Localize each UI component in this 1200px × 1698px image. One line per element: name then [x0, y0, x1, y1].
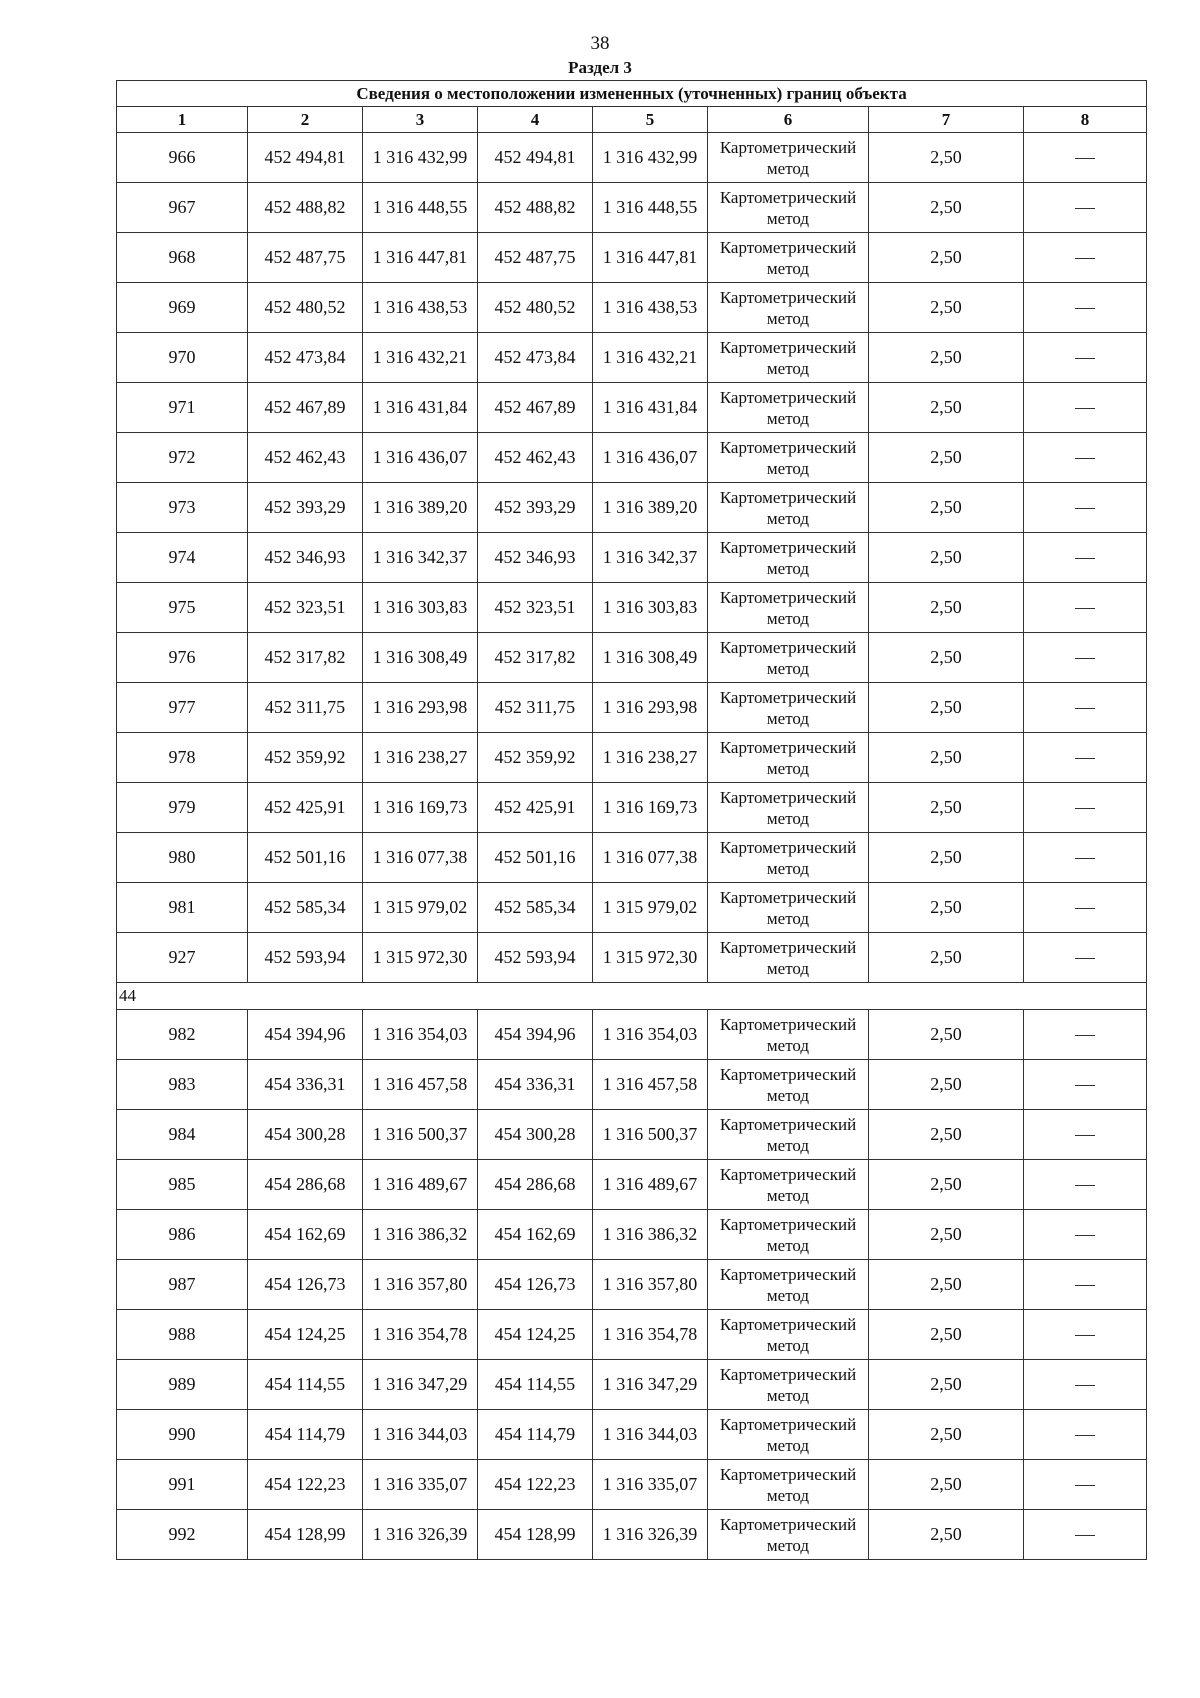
point-number-cell: 986 — [117, 1210, 248, 1260]
method-cell: Картометрический метод — [708, 483, 869, 533]
method-cell: Картометрический метод — [708, 1110, 869, 1160]
dash-mark — [1075, 1085, 1095, 1086]
point-number-cell: 985 — [117, 1160, 248, 1210]
table-row — [117, 583, 1147, 633]
table-row — [117, 1360, 1147, 1410]
accuracy-cell: 2,50 — [869, 533, 1024, 583]
accuracy-cell: 2,50 — [869, 783, 1024, 833]
y-old-cell: 1 316 432,21 — [363, 333, 478, 383]
description-cell — [1024, 1510, 1147, 1560]
x-old-cell: 452 593,94 — [248, 933, 363, 983]
method-cell: Картометрический метод — [708, 633, 869, 683]
table-row — [117, 383, 1147, 433]
accuracy-cell: 2,50 — [869, 183, 1024, 233]
x-old-cell: 454 394,96 — [248, 1010, 363, 1060]
column-header: 6 — [708, 107, 869, 133]
x-old-cell: 454 124,25 — [248, 1310, 363, 1360]
point-number-cell: 976 — [117, 633, 248, 683]
table-header-row — [117, 107, 1147, 133]
x-old-cell: 452 359,92 — [248, 733, 363, 783]
description-cell — [1024, 1160, 1147, 1210]
method-cell: Картометрический метод — [708, 783, 869, 833]
x-new-cell: 452 494,81 — [478, 133, 593, 183]
point-number-cell: 990 — [117, 1410, 248, 1460]
x-old-cell: 452 473,84 — [248, 333, 363, 383]
description-cell — [1024, 483, 1147, 533]
point-number-cell: 980 — [117, 833, 248, 883]
dash-mark — [1075, 1185, 1095, 1186]
method-cell: Картометрический метод — [708, 233, 869, 283]
description-cell — [1024, 183, 1147, 233]
x-new-cell: 454 124,25 — [478, 1310, 593, 1360]
y-new-cell: 1 316 389,20 — [593, 483, 708, 533]
description-cell — [1024, 633, 1147, 683]
x-old-cell: 452 393,29 — [248, 483, 363, 533]
column-header: 8 — [1024, 107, 1147, 133]
point-number-cell: 970 — [117, 333, 248, 383]
y-new-cell: 1 316 436,07 — [593, 433, 708, 483]
x-new-cell: 454 286,68 — [478, 1160, 593, 1210]
description-cell — [1024, 733, 1147, 783]
table-row — [117, 433, 1147, 483]
point-number-cell: 972 — [117, 433, 248, 483]
dash-mark — [1075, 908, 1095, 909]
y-old-cell: 1 316 342,37 — [363, 533, 478, 583]
method-cell: Картометрический метод — [708, 1210, 869, 1260]
x-new-cell: 452 501,16 — [478, 833, 593, 883]
x-new-cell: 452 393,29 — [478, 483, 593, 533]
description-cell — [1024, 883, 1147, 933]
x-old-cell: 454 122,23 — [248, 1460, 363, 1510]
accuracy-cell: 2,50 — [869, 1460, 1024, 1510]
table-caption: Сведения о местоположении измененных (уточненных) границ объекта — [117, 81, 1147, 107]
y-new-cell: 1 316 354,03 — [593, 1010, 708, 1060]
point-number-cell: 971 — [117, 383, 248, 433]
y-new-cell: 1 316 347,29 — [593, 1360, 708, 1410]
description-cell — [1024, 833, 1147, 883]
dash-mark — [1075, 458, 1095, 459]
method-cell: Картометрический метод — [708, 433, 869, 483]
method-cell: Картометрический метод — [708, 683, 869, 733]
method-cell: Картометрический метод — [708, 1510, 869, 1560]
y-old-cell: 1 316 238,27 — [363, 733, 478, 783]
y-old-cell: 1 316 500,37 — [363, 1110, 478, 1160]
point-number-cell: 987 — [117, 1260, 248, 1310]
dash-mark — [1075, 158, 1095, 159]
table-row — [117, 533, 1147, 583]
y-old-cell: 1 316 389,20 — [363, 483, 478, 533]
description-cell — [1024, 583, 1147, 633]
section-title: Раздел 3 — [568, 58, 632, 77]
method-cell: Картометрический метод — [708, 1310, 869, 1360]
point-number-cell: 975 — [117, 583, 248, 633]
dash-mark — [1075, 558, 1095, 559]
point-number-cell: 927 — [117, 933, 248, 983]
x-old-cell: 452 311,75 — [248, 683, 363, 733]
x-new-cell: 452 323,51 — [478, 583, 593, 633]
description-cell — [1024, 1060, 1147, 1110]
description-cell — [1024, 233, 1147, 283]
table-body — [117, 81, 1147, 1560]
point-number-cell: 992 — [117, 1510, 248, 1560]
x-old-cell: 454 162,69 — [248, 1210, 363, 1260]
table-row — [117, 1410, 1147, 1460]
table-row — [117, 1310, 1147, 1360]
column-header: 4 — [478, 107, 593, 133]
dash-mark — [1075, 1235, 1095, 1236]
description-cell — [1024, 683, 1147, 733]
method-cell: Картометрический метод — [708, 833, 869, 883]
method-cell: Картометрический метод — [708, 533, 869, 583]
table-row — [117, 1060, 1147, 1110]
point-number-cell: 991 — [117, 1460, 248, 1510]
description-cell — [1024, 1210, 1147, 1260]
dash-mark — [1075, 1035, 1095, 1036]
method-cell: Картометрический метод — [708, 1160, 869, 1210]
dash-mark — [1075, 858, 1095, 859]
x-old-cell: 454 126,73 — [248, 1260, 363, 1310]
point-number-cell: 984 — [117, 1110, 248, 1160]
y-old-cell: 1 316 432,99 — [363, 133, 478, 183]
method-cell: Картометрический метод — [708, 1260, 869, 1310]
point-number-cell: 989 — [117, 1360, 248, 1410]
accuracy-cell: 2,50 — [869, 883, 1024, 933]
x-old-cell: 454 128,99 — [248, 1510, 363, 1560]
column-header: 7 — [869, 107, 1024, 133]
y-new-cell: 1 316 438,53 — [593, 283, 708, 333]
accuracy-cell: 2,50 — [869, 933, 1024, 983]
table-row — [117, 133, 1147, 183]
description-cell — [1024, 1310, 1147, 1360]
x-old-cell: 452 488,82 — [248, 183, 363, 233]
y-new-cell: 1 316 432,99 — [593, 133, 708, 183]
method-cell: Картометрический метод — [708, 1460, 869, 1510]
dash-mark — [1075, 208, 1095, 209]
y-new-cell: 1 316 303,83 — [593, 583, 708, 633]
x-old-cell: 452 585,34 — [248, 883, 363, 933]
accuracy-cell: 2,50 — [869, 433, 1024, 483]
accuracy-cell: 2,50 — [869, 1160, 1024, 1210]
contour-number: 44 — [117, 983, 1147, 1010]
contour-group-row — [117, 983, 1147, 1010]
description-cell — [1024, 133, 1147, 183]
method-cell: Картометрический метод — [708, 333, 869, 383]
y-new-cell: 1 316 357,80 — [593, 1260, 708, 1310]
table-row — [117, 1160, 1147, 1210]
dash-mark — [1075, 308, 1095, 309]
x-new-cell: 454 394,96 — [478, 1010, 593, 1060]
accuracy-cell: 2,50 — [869, 283, 1024, 333]
y-new-cell: 1 316 293,98 — [593, 683, 708, 733]
table-row — [117, 883, 1147, 933]
y-old-cell: 1 316 457,58 — [363, 1060, 478, 1110]
column-header: 2 — [248, 107, 363, 133]
table-row — [117, 1260, 1147, 1310]
method-cell: Картометрический метод — [708, 1410, 869, 1460]
y-new-cell: 1 316 447,81 — [593, 233, 708, 283]
accuracy-cell: 2,50 — [869, 683, 1024, 733]
method-cell: Картометрический метод — [708, 1010, 869, 1060]
method-cell: Картометрический метод — [708, 133, 869, 183]
y-new-cell: 1 316 354,78 — [593, 1310, 708, 1360]
x-new-cell: 452 425,91 — [478, 783, 593, 833]
x-new-cell: 452 311,75 — [478, 683, 593, 733]
dash-mark — [1075, 608, 1095, 609]
accuracy-cell: 2,50 — [869, 333, 1024, 383]
x-old-cell: 452 501,16 — [248, 833, 363, 883]
x-new-cell: 452 473,84 — [478, 333, 593, 383]
dash-mark — [1075, 1335, 1095, 1336]
x-new-cell: 452 480,52 — [478, 283, 593, 333]
y-new-cell: 1 316 308,49 — [593, 633, 708, 683]
x-new-cell: 452 487,75 — [478, 233, 593, 283]
description-cell — [1024, 1460, 1147, 1510]
x-new-cell: 452 462,43 — [478, 433, 593, 483]
point-number-cell: 974 — [117, 533, 248, 583]
method-cell: Картометрический метод — [708, 933, 869, 983]
dash-mark — [1075, 658, 1095, 659]
table-row — [117, 1010, 1147, 1060]
description-cell — [1024, 1260, 1147, 1310]
y-old-cell: 1 316 438,53 — [363, 283, 478, 333]
y-old-cell: 1 316 354,03 — [363, 1010, 478, 1060]
description-cell — [1024, 1410, 1147, 1460]
x-old-cell: 452 480,52 — [248, 283, 363, 333]
y-old-cell: 1 316 448,55 — [363, 183, 478, 233]
y-new-cell: 1 316 077,38 — [593, 833, 708, 883]
table-row — [117, 483, 1147, 533]
x-new-cell: 452 593,94 — [478, 933, 593, 983]
point-number-cell: 967 — [117, 183, 248, 233]
y-old-cell: 1 316 303,83 — [363, 583, 478, 633]
table-row — [117, 633, 1147, 683]
x-new-cell: 454 162,69 — [478, 1210, 593, 1260]
point-number-cell: 979 — [117, 783, 248, 833]
x-old-cell: 454 114,55 — [248, 1360, 363, 1410]
point-number-cell: 966 — [117, 133, 248, 183]
y-old-cell: 1 316 489,67 — [363, 1160, 478, 1210]
accuracy-cell: 2,50 — [869, 1360, 1024, 1410]
accuracy-cell: 2,50 — [869, 483, 1024, 533]
dash-mark — [1075, 1485, 1095, 1486]
method-cell: Картометрический метод — [708, 283, 869, 333]
table-row — [117, 733, 1147, 783]
y-new-cell: 1 315 979,02 — [593, 883, 708, 933]
y-new-cell: 1 316 386,32 — [593, 1210, 708, 1260]
method-cell: Картометрический метод — [708, 583, 869, 633]
table-row — [117, 233, 1147, 283]
y-new-cell: 1 316 169,73 — [593, 783, 708, 833]
table-row — [117, 283, 1147, 333]
point-number-cell: 988 — [117, 1310, 248, 1360]
column-header: 3 — [363, 107, 478, 133]
point-number-cell: 969 — [117, 283, 248, 333]
accuracy-cell: 2,50 — [869, 233, 1024, 283]
y-new-cell: 1 316 326,39 — [593, 1510, 708, 1560]
x-old-cell: 452 323,51 — [248, 583, 363, 633]
x-new-cell: 452 488,82 — [478, 183, 593, 233]
dash-mark — [1075, 508, 1095, 509]
x-new-cell: 454 114,79 — [478, 1410, 593, 1460]
table-row — [117, 933, 1147, 983]
x-old-cell: 452 487,75 — [248, 233, 363, 283]
y-old-cell: 1 316 436,07 — [363, 433, 478, 483]
x-new-cell: 454 114,55 — [478, 1360, 593, 1410]
dash-mark — [1075, 1135, 1095, 1136]
x-old-cell: 452 317,82 — [248, 633, 363, 683]
x-old-cell: 452 467,89 — [248, 383, 363, 433]
accuracy-cell: 2,50 — [869, 1110, 1024, 1160]
x-old-cell: 452 346,93 — [248, 533, 363, 583]
y-old-cell: 1 316 344,03 — [363, 1410, 478, 1460]
y-new-cell: 1 315 972,30 — [593, 933, 708, 983]
accuracy-cell: 2,50 — [869, 833, 1024, 883]
y-old-cell: 1 315 972,30 — [363, 933, 478, 983]
table-row — [117, 1110, 1147, 1160]
accuracy-cell: 2,50 — [869, 1310, 1024, 1360]
x-new-cell: 454 300,28 — [478, 1110, 593, 1160]
description-cell — [1024, 283, 1147, 333]
description-cell — [1024, 1110, 1147, 1160]
point-number-cell: 968 — [117, 233, 248, 283]
accuracy-cell: 2,50 — [869, 1210, 1024, 1260]
point-number-cell: 981 — [117, 883, 248, 933]
dash-mark — [1075, 358, 1095, 359]
method-cell: Картометрический метод — [708, 383, 869, 433]
method-cell: Картометрический метод — [708, 883, 869, 933]
accuracy-cell: 2,50 — [869, 733, 1024, 783]
method-cell: Картометрический метод — [708, 183, 869, 233]
y-old-cell: 1 316 354,78 — [363, 1310, 478, 1360]
dash-mark — [1075, 958, 1095, 959]
description-cell — [1024, 433, 1147, 483]
accuracy-cell: 2,50 — [869, 633, 1024, 683]
dash-mark — [1075, 1285, 1095, 1286]
coordinates-table — [116, 80, 1147, 1560]
accuracy-cell: 2,50 — [869, 1260, 1024, 1310]
y-new-cell: 1 316 238,27 — [593, 733, 708, 783]
dash-mark — [1075, 258, 1095, 259]
x-new-cell: 454 122,23 — [478, 1460, 593, 1510]
y-new-cell: 1 316 448,55 — [593, 183, 708, 233]
x-old-cell: 452 425,91 — [248, 783, 363, 833]
x-old-cell: 454 286,68 — [248, 1160, 363, 1210]
y-old-cell: 1 316 326,39 — [363, 1510, 478, 1560]
x-new-cell: 454 336,31 — [478, 1060, 593, 1110]
dash-mark — [1075, 758, 1095, 759]
method-cell: Картометрический метод — [708, 1060, 869, 1110]
y-old-cell: 1 316 335,07 — [363, 1460, 478, 1510]
x-old-cell: 452 494,81 — [248, 133, 363, 183]
y-new-cell: 1 316 342,37 — [593, 533, 708, 583]
dash-mark — [1075, 408, 1095, 409]
description-cell — [1024, 933, 1147, 983]
description-cell — [1024, 333, 1147, 383]
point-number-cell: 983 — [117, 1060, 248, 1110]
x-new-cell: 452 317,82 — [478, 633, 593, 683]
accuracy-cell: 2,50 — [869, 1410, 1024, 1460]
x-new-cell: 452 346,93 — [478, 533, 593, 583]
y-new-cell: 1 316 489,67 — [593, 1160, 708, 1210]
table-row — [117, 783, 1147, 833]
x-old-cell: 454 114,79 — [248, 1410, 363, 1460]
table-row — [117, 1460, 1147, 1510]
x-new-cell: 454 128,99 — [478, 1510, 593, 1560]
x-old-cell: 454 300,28 — [248, 1110, 363, 1160]
y-new-cell: 1 316 335,07 — [593, 1460, 708, 1510]
x-new-cell: 452 585,34 — [478, 883, 593, 933]
y-new-cell: 1 316 432,21 — [593, 333, 708, 383]
y-new-cell: 1 316 457,58 — [593, 1060, 708, 1110]
dash-mark — [1075, 1385, 1095, 1386]
description-cell — [1024, 383, 1147, 433]
column-header: 1 — [117, 107, 248, 133]
table-row — [117, 333, 1147, 383]
point-number-cell: 977 — [117, 683, 248, 733]
y-old-cell: 1 315 979,02 — [363, 883, 478, 933]
accuracy-cell: 2,50 — [869, 1010, 1024, 1060]
accuracy-cell: 2,50 — [869, 383, 1024, 433]
y-old-cell: 1 316 347,29 — [363, 1360, 478, 1410]
x-new-cell: 452 359,92 — [478, 733, 593, 783]
x-new-cell: 452 467,89 — [478, 383, 593, 433]
y-old-cell: 1 316 077,38 — [363, 833, 478, 883]
y-new-cell: 1 316 500,37 — [593, 1110, 708, 1160]
accuracy-cell: 2,50 — [869, 1510, 1024, 1560]
table-row — [117, 683, 1147, 733]
method-cell: Картометрический метод — [708, 733, 869, 783]
accuracy-cell: 2,50 — [869, 1060, 1024, 1110]
description-cell — [1024, 1010, 1147, 1060]
accuracy-cell: 2,50 — [869, 133, 1024, 183]
x-new-cell: 454 126,73 — [478, 1260, 593, 1310]
description-cell — [1024, 783, 1147, 833]
x-old-cell: 452 462,43 — [248, 433, 363, 483]
y-new-cell: 1 316 344,03 — [593, 1410, 708, 1460]
y-old-cell: 1 316 293,98 — [363, 683, 478, 733]
y-old-cell: 1 316 308,49 — [363, 633, 478, 683]
table-row — [117, 1210, 1147, 1260]
page-number: 38 — [590, 33, 610, 54]
point-number-cell: 982 — [117, 1010, 248, 1060]
accuracy-cell: 2,50 — [869, 583, 1024, 633]
description-cell — [1024, 533, 1147, 583]
dash-mark — [1075, 808, 1095, 809]
dash-mark — [1075, 1435, 1095, 1436]
y-old-cell: 1 316 431,84 — [363, 383, 478, 433]
point-number-cell: 978 — [117, 733, 248, 783]
y-old-cell: 1 316 447,81 — [363, 233, 478, 283]
dash-mark — [1075, 1535, 1095, 1536]
table-row — [117, 1510, 1147, 1560]
y-old-cell: 1 316 386,32 — [363, 1210, 478, 1260]
table-row — [117, 833, 1147, 883]
method-cell: Картометрический метод — [708, 1360, 869, 1410]
y-old-cell: 1 316 357,80 — [363, 1260, 478, 1310]
y-old-cell: 1 316 169,73 — [363, 783, 478, 833]
dash-mark — [1075, 708, 1095, 709]
y-new-cell: 1 316 431,84 — [593, 383, 708, 433]
column-header: 5 — [593, 107, 708, 133]
x-old-cell: 454 336,31 — [248, 1060, 363, 1110]
table-row — [117, 183, 1147, 233]
description-cell — [1024, 1360, 1147, 1410]
table-caption-row — [117, 81, 1147, 107]
point-number-cell: 973 — [117, 483, 248, 533]
